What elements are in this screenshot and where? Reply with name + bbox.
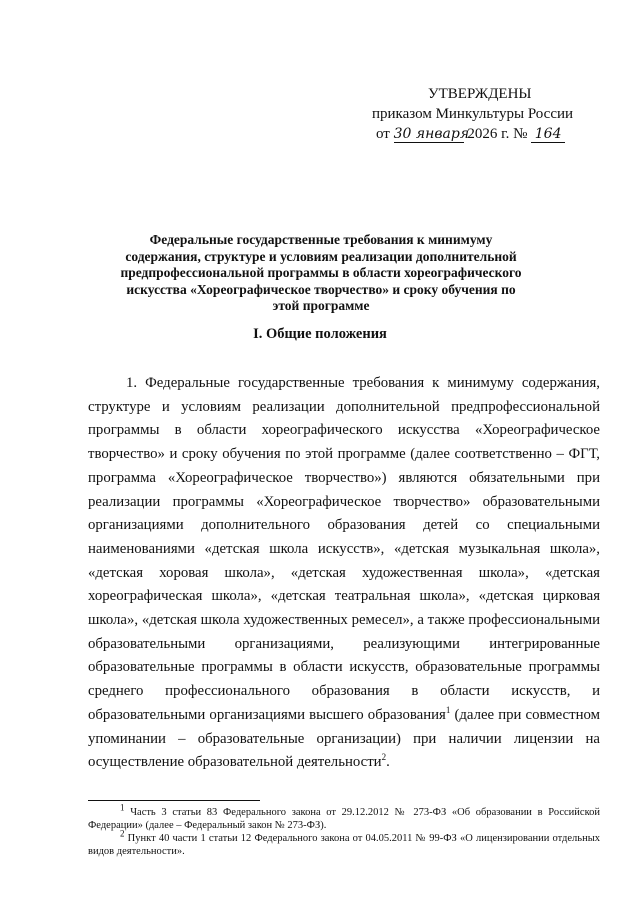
footnote-mark: 1	[120, 802, 125, 813]
paragraph-text-part2: (далее при совместном упоминании – образовательные организации) при наличии лицензии на осуществление образовательной деятельности	[88, 706, 600, 771]
footnote-divider	[88, 800, 260, 801]
approval-date-line	[370, 124, 600, 144]
footnote-ref-2[interactable]: 2	[381, 752, 387, 763]
approval-number-label: №	[513, 126, 528, 142]
approval-title: УТВЕРЖДЕНЫ	[428, 86, 532, 102]
footnote-1	[88, 802, 601, 832]
document-body	[88, 372, 600, 775]
footnote-mark: 2	[120, 828, 125, 839]
handwritten-date: 30 января	[393, 126, 470, 142]
approval-block	[370, 84, 600, 144]
approval-order: приказом Минкультуры России	[372, 106, 574, 122]
footnote-2	[88, 828, 601, 858]
approval-year: 2026 г.	[467, 126, 510, 142]
document-title: Федеральные государственные требования к минимуму содержания, структуре и условиям реализации дополнительной предпрофессиональной программы в области хореографического искусства «Хореографическое творчество» и сроку обучения по этой программе	[120, 232, 522, 313]
approval-prefix: от	[376, 126, 390, 142]
paragraph-end: .	[386, 754, 390, 771]
paragraph-text-part1: 1. Федеральные государственные требования к минимуму содержания, структуре и условиям реализации дополнительной предпрофессиональной программы в области хореографического искусства «Хореографическое творчество» и сроку обучения по этой программе (далее соответственно – ФГТ, программа «Хореографическое творчество») являются обязательными при реализации программы «Хореографическое творчество» образовательными организациями дополнительного образования детей со специальными наименованиями «детская школа искусств», «детская музыкальная школа», «детская хоровая школа», «детская художественная школа», «детская хореографическая школа», «детская театральная школа», «детская цирковая школа», «детская школа художественных ремесел», а также профессиональными образовательными организациями, реализующими интегрированные образовательные программы в области искусств, образовательные программы среднего профессионального образования в области искусств, и образовательными организациями высшего образования	[88, 375, 600, 723]
handwritten-number: 164	[531, 126, 565, 143]
footnotes	[88, 802, 601, 858]
footnote-text: Пункт 40 части 1 статьи 12 Федерального закона от 04.05.2011 № 99-ФЗ «О лицензировании отдельных видов деятельности».	[88, 833, 601, 857]
footnote-ref-1[interactable]: 1	[445, 704, 451, 715]
section-heading: I. Общие положения	[253, 326, 387, 342]
footnote-text: Часть 3 статьи 83 Федерального закона от 29.12.2012 № 273-ФЗ «Об образовании в Российской Федерации» (далее – Федеральный закон № 273-ФЗ).	[88, 807, 601, 831]
paragraph-1	[88, 372, 600, 775]
